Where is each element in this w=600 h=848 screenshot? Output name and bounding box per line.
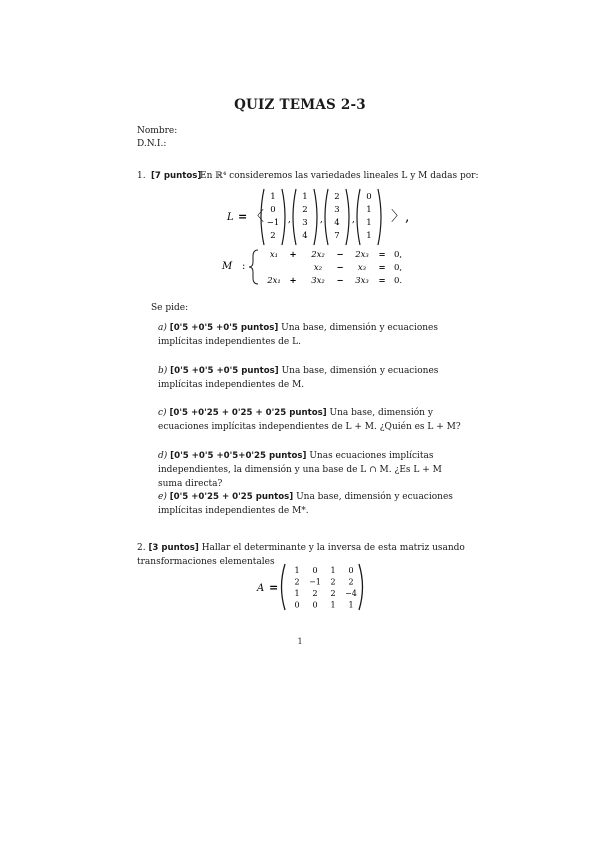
vector-entry: 4 [334, 218, 340, 228]
vector-entry: 0 [270, 205, 276, 215]
vector-entry: 3 [302, 218, 308, 228]
item-a-points: [0'5 +0'5 +0'5 puntos] [169, 323, 279, 333]
item-c-points: [0'5 +0'25 + 0'25 + 0'25 puntos] [169, 408, 327, 418]
matrix-entry: 2 [294, 577, 300, 587]
equation-term: + [289, 250, 297, 260]
equation-term: x₁ [269, 250, 279, 260]
vector-entry: 1 [366, 205, 372, 215]
M-system-formula [220, 248, 420, 286]
A-label: A [257, 583, 265, 594]
equation-term: 2x₁ [267, 276, 281, 286]
vector-entry: 1 [366, 218, 372, 228]
page-number: 1 [297, 637, 303, 646]
dni-field: D.N.I.: [137, 139, 167, 149]
vector-entry: 1 [302, 192, 308, 202]
item-e-label: e) [158, 492, 167, 502]
M-label: M [222, 261, 233, 272]
vector-entry: 4 [302, 231, 308, 241]
vector-entry: 1 [366, 231, 372, 241]
vector-entry: 2 [302, 205, 308, 215]
equation-term: x₃ [357, 263, 367, 273]
matrix-entry: 0 [348, 566, 354, 575]
equation-term: 0, [393, 250, 403, 260]
equation-term: 3x₂ [311, 276, 325, 286]
vector-entry: 3 [334, 205, 340, 215]
matrix-entry: 2 [330, 577, 336, 587]
equation-term: 2x₂ [311, 250, 325, 260]
nombre-field: Nombre: [137, 126, 178, 136]
q2-number: 2. [137, 543, 146, 553]
q1-number: 1. [137, 171, 146, 181]
equation-term: x₂ [313, 263, 323, 273]
matrix-entry: 2 [330, 589, 336, 598]
item-e-text: Una base, dimensión y ecuaciones implícitas independientes de M*. [158, 492, 453, 516]
matrix-entry: 2 [312, 589, 318, 598]
q1-points: [7 puntos] [151, 171, 202, 181]
item-a [158, 321, 468, 349]
vector-entry: −1 [266, 218, 280, 228]
L-span-formula [220, 186, 420, 248]
matrix-entry: 1 [294, 566, 300, 575]
vector-entry: 1 [270, 192, 276, 202]
matrix-entry: −1 [309, 577, 321, 587]
item-c-label: c) [158, 408, 167, 418]
matrix-A-formula [255, 562, 365, 612]
equation-term: 3x₃ [355, 276, 369, 286]
q1-intro: En ℝ⁴ consideremos las variedades lineales L y M dadas por: [200, 171, 479, 181]
L-label: L [227, 212, 234, 223]
item-d-label: d) [158, 451, 168, 461]
matrix-entry: 1 [294, 589, 300, 598]
matrix-entry: 0 [294, 600, 300, 610]
item-d-points: [0'5 +0'5 +0'5+0'25 puntos] [170, 451, 307, 461]
quiz-title: QUIZ TEMAS 2-3 [234, 97, 366, 113]
equation-term: − [336, 263, 344, 273]
equation-term: − [336, 276, 344, 286]
matrix-entry: 0 [312, 566, 318, 575]
vector-entry: 2 [334, 192, 340, 202]
svg-text::: : [242, 261, 246, 272]
matrix-entry: 2 [348, 577, 354, 587]
equation-term: = [378, 263, 386, 273]
equation-term: 0, [393, 263, 403, 273]
equation-term: + [289, 276, 297, 286]
item-d-text: Unas ecuaciones implícitas independientes, la dimensión y una base de L ∩ M. ¿Es L + M suma directa? [158, 451, 442, 489]
item-d [158, 449, 468, 491]
svg-text:〉,: 〉, [391, 209, 410, 225]
svg-text:,: , [320, 215, 323, 225]
equation-term: 0. [393, 276, 403, 286]
matrix-entry: −4 [345, 589, 357, 598]
se-pide-label: Se pide: [151, 303, 189, 313]
matrix-entry: 0 [312, 600, 318, 610]
vector-entry: 7 [334, 231, 340, 241]
item-c [158, 406, 468, 434]
matrix-entry: 1 [330, 600, 336, 610]
q2-points: [3 puntos] [148, 543, 199, 553]
matrix-entry: 1 [330, 566, 336, 575]
svg-text:=: = [269, 581, 279, 594]
item-c-text: Una base, dimensión y ecuaciones implícitas independientes de L + M. ¿Quién es L + M? [158, 408, 461, 432]
svg-text:〈: 〈 [250, 209, 264, 225]
item-a-label: a) [158, 323, 167, 333]
equation-term: − [336, 250, 344, 260]
equation-term: = [378, 276, 386, 286]
matrix-entry: 1 [348, 600, 354, 610]
item-e [158, 490, 468, 518]
item-b-text: Una base, dimensión y ecuaciones implícitas independientes de M. [158, 366, 439, 390]
vector-entry: 0 [366, 192, 372, 202]
equation-term: = [378, 250, 386, 260]
item-b-label: b) [158, 366, 168, 376]
item-b-points: [0'5 +0'5 +0'5 puntos] [170, 366, 279, 376]
vector-entry: 2 [270, 231, 276, 241]
svg-text:=: = [238, 210, 248, 223]
svg-text:,: , [288, 215, 291, 225]
item-a-text: Una base, dimensión y ecuaciones implícitas independientes de L. [158, 323, 438, 347]
item-b [158, 364, 468, 392]
item-e-points: [0'5 +0'25 + 0'25 puntos] [169, 492, 294, 502]
svg-text:,: , [352, 215, 355, 225]
equation-term: 2x₃ [355, 250, 369, 260]
q2-text: Hallar el determinante y la inversa de esta matriz usando transformaciones elementales [137, 543, 465, 567]
